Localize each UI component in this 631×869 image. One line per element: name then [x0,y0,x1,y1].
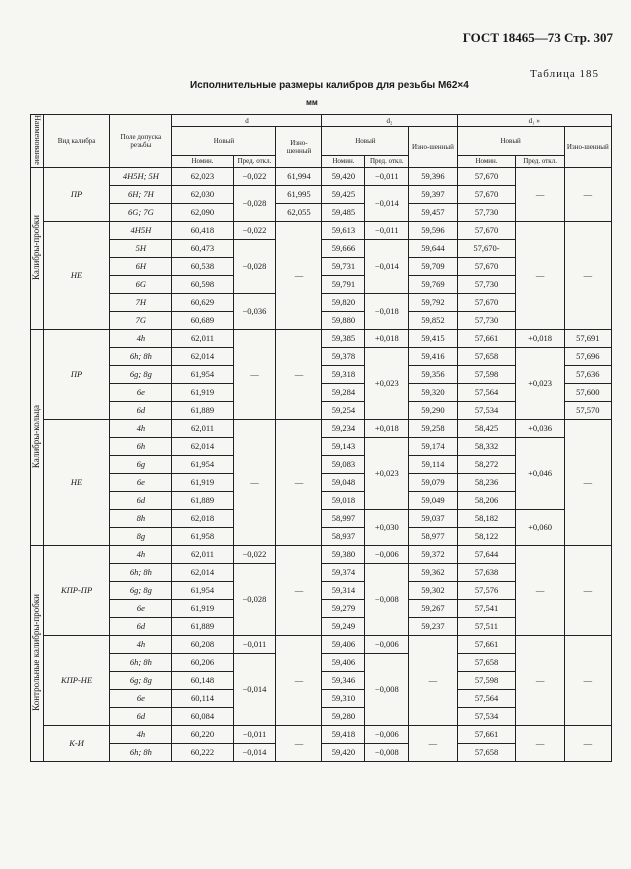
cell-d1: 57,670 [457,185,516,203]
cell-d1: 57,661 [457,635,516,653]
cell-d2: 59,048 [322,473,365,491]
cell-d1: 57,658 [457,653,516,671]
cell-d2: 59,346 [322,671,365,689]
cell-field: 7G [110,311,172,329]
table-row [31,419,612,437]
cell-d1: 57,541 [457,599,516,617]
cell-d: 62,090 [172,203,233,221]
cell-d2-dev: −0,008 [365,743,409,761]
cell-d-dev: −0,028 [233,185,276,221]
cell-d2-worn: 59,852 [409,311,457,329]
cell-field: 6G [110,275,172,293]
cell-d2-worn: 59,415 [409,329,457,347]
cell-field: 4H5H; 5H [110,167,172,185]
cell-d2-worn: 59,709 [409,257,457,275]
cell-field: 6g [110,455,172,473]
table-row [31,545,612,563]
cell-d1: 57,730 [457,203,516,221]
kind-ne: НЕ [43,221,109,329]
cell-d: 62,018 [172,509,233,527]
cell-d1: 57,644 [457,545,516,563]
cell-d-dev: −0,028 [233,239,276,293]
cell-d1-worn: 57,696 [564,347,611,365]
cell-d2: 59,378 [322,347,365,365]
cell-d1-dev: — [516,635,564,725]
cell-d1: 57,564 [457,689,516,707]
cell-d1-dev: — [516,167,564,221]
cell-d-dev: −0,014 [233,653,276,725]
col-pole: Поле допуска резьбы [110,115,172,168]
col-d-nom: Номин. [172,155,233,167]
cell-d-worn: — [276,221,322,329]
cell-d2: 59,083 [322,455,365,473]
cell-d2-worn: 59,644 [409,239,457,257]
cell-d2: 59,380 [322,545,365,563]
cell-d2: 58,937 [322,527,365,545]
col-d1-new: Новый [457,127,564,156]
cell-d1: 57,670 [457,221,516,239]
cell-d2: 59,234 [322,419,365,437]
table-row [31,509,612,527]
cell-d1: 57,534 [457,707,516,725]
cell-d2-worn: 59,049 [409,491,457,509]
cell-field: 6h; 8h [110,653,172,671]
cell-d1: 57,658 [457,743,516,761]
table-header [31,115,612,168]
cell-d: 61,889 [172,491,233,509]
cell-d: 60,114 [172,689,233,707]
cell-d2-worn: 59,792 [409,293,457,311]
cell-d1-dev: +0,036 [516,419,564,437]
cell-d1-dev: +0,018 [516,329,564,347]
kind-kprpr: КПР-ПР [43,545,109,635]
cell-d2-worn: 59,769 [409,275,457,293]
col-d2-pred: Пред. откл. [365,155,409,167]
cell-d2-worn: 59,356 [409,365,457,383]
cell-field: 4h [110,329,172,347]
cell-d2: 58,997 [322,509,365,527]
cell-d2-worn: 58,977 [409,527,457,545]
group-kontrol: Контрольные калибры-пробки [31,545,44,761]
col-d1-pred: Пред. откл. [516,155,564,167]
cell-d2-worn: 59,372 [409,545,457,563]
cell-d1: 58,425 [457,419,516,437]
cell-d-dev: −0,022 [233,221,276,239]
col-d2-new: Новый [322,127,409,156]
cell-d2: 59,279 [322,599,365,617]
cell-field: 6d [110,491,172,509]
cell-d1: 58,332 [457,437,516,455]
cell-d1: 57,661 [457,329,516,347]
col-naim: Наименование [31,115,44,168]
cell-d1: 57,564 [457,383,516,401]
cell-d2: 59,613 [322,221,365,239]
cell-d1-worn: 57,600 [564,383,611,401]
col-d1-nom: Номин. [457,155,516,167]
cell-d1-worn: — [564,419,611,545]
kind-ki: К-И [43,725,109,761]
cell-d2: 59,318 [322,365,365,383]
cell-d-dev: −0,011 [233,725,276,743]
cell-d2: 59,880 [322,311,365,329]
cell-d2-dev: −0,014 [365,239,409,293]
cell-d1-worn: 57,636 [564,365,611,383]
cell-d1-worn: 57,570 [564,401,611,419]
cell-d2: 59,666 [322,239,365,257]
cell-d: 61,954 [172,581,233,599]
cell-d1: 57,670- [457,239,516,257]
cell-d-worn: — [276,545,322,635]
cell-d: 62,014 [172,437,233,455]
cell-d1-worn: — [564,167,611,221]
cell-field: 6d [110,401,172,419]
cell-d2: 59,385 [322,329,365,347]
cell-d: 61,919 [172,473,233,491]
cell-field: 6g; 8g [110,581,172,599]
cell-d: 60,418 [172,221,233,239]
cell-d: 61,954 [172,365,233,383]
cell-d2-dev: −0,011 [365,221,409,239]
cell-field: 6g; 8g [110,365,172,383]
cell-d: 62,011 [172,545,233,563]
table-row [31,437,612,455]
cell-d2-worn: — [409,635,457,725]
table-row [31,635,612,653]
cell-d2: 59,791 [322,275,365,293]
cell-d2: 59,018 [322,491,365,509]
col-d: d [172,115,322,127]
cell-d2-dev: −0,006 [365,545,409,563]
cell-field: 6h; 8h [110,743,172,761]
cell-field: 6h [110,437,172,455]
cell-field: 4h [110,635,172,653]
cell-d1: 57,576 [457,581,516,599]
cell-d2-dev: +0,030 [365,509,409,545]
cell-d: 60,084 [172,707,233,725]
cell-d: 60,629 [172,293,233,311]
cell-d2-worn: 59,362 [409,563,457,581]
cell-d: 62,023 [172,167,233,185]
cell-d2-worn: 59,397 [409,185,457,203]
cell-d1: 58,236 [457,473,516,491]
cell-field: 4h [110,725,172,743]
cell-d2-dev: −0,008 [365,563,409,635]
cell-d2: 59,820 [322,293,365,311]
cell-d2-worn: 59,037 [409,509,457,527]
cell-d: 60,689 [172,311,233,329]
cell-d2-worn: 59,596 [409,221,457,239]
cell-d: 62,014 [172,347,233,365]
cell-d: 60,222 [172,743,233,761]
cell-d2: 59,254 [322,401,365,419]
cell-d2: 59,406 [322,653,365,671]
table-row [31,347,612,365]
cell-d1: 57,661 [457,725,516,743]
cell-d2: 59,280 [322,707,365,725]
cell-d1: 57,638 [457,563,516,581]
cell-d1-dev: +0,046 [516,437,564,509]
cell-d2: 59,485 [322,203,365,221]
table-title: Исполнительные размеры калибров для резьбы М62×4 [190,80,469,91]
cell-d2: 59,420 [322,167,365,185]
cell-field: 6H; 7H [110,185,172,203]
cell-d-worn: 61,994 [276,167,322,185]
col-d-new: Новый [172,127,276,156]
cell-d2-dev: −0,018 [365,293,409,329]
col-d2: d₂ [322,115,457,127]
cell-d1: 57,598 [457,671,516,689]
unit-label: мм [306,98,318,107]
cell-d2: 59,314 [322,581,365,599]
cell-d: 62,011 [172,329,233,347]
cell-d2-dev: +0,023 [365,437,409,509]
cell-d: 61,919 [172,599,233,617]
cell-d-dev: −0,028 [233,563,276,635]
cell-d2-worn: 59,258 [409,419,457,437]
cell-d2-dev: −0,006 [365,635,409,653]
cell-d1-worn: — [564,545,611,635]
kind-pr: ПР [43,329,109,419]
cell-d2-worn: 59,290 [409,401,457,419]
cell-d2-worn: — [409,725,457,761]
cell-d2: 59,249 [322,617,365,635]
cell-field: 8g [110,527,172,545]
table-number: Таблица 185 [529,68,599,80]
cell-d: 60,208 [172,635,233,653]
cell-d: 61,889 [172,617,233,635]
group-koltsa: Калибры-кольца [31,329,44,545]
cell-d1: 58,182 [457,509,516,527]
kind-kprne: КПР-НЕ [43,635,109,725]
cell-d: 62,014 [172,563,233,581]
cell-d1: 57,670 [457,167,516,185]
cell-d2-worn: 59,302 [409,581,457,599]
cell-d2: 59,143 [322,437,365,455]
cell-d1: 57,670 [457,293,516,311]
table-row [31,725,612,743]
cell-d2: 59,284 [322,383,365,401]
cell-d2: 59,310 [322,689,365,707]
calibre-table [30,114,612,762]
cell-d-dev: −0,036 [233,293,276,329]
cell-d2-dev: −0,011 [365,167,409,185]
cell-field: 6H [110,257,172,275]
cell-d1-worn: — [564,221,611,329]
cell-d-worn: — [276,725,322,761]
table-row [31,221,612,239]
col-d1: d₁ » [457,115,611,127]
cell-field: 6d [110,617,172,635]
cell-d-worn: — [276,635,322,725]
cell-field: 6G; 7G [110,203,172,221]
cell-d: 62,011 [172,419,233,437]
cell-d2-dev: +0,018 [365,329,409,347]
cell-field: 6e [110,383,172,401]
cell-d1: 57,730 [457,275,516,293]
cell-d2-worn: 59,114 [409,455,457,473]
cell-d2: 59,374 [322,563,365,581]
cell-field: 6e [110,473,172,491]
cell-d1: 57,658 [457,347,516,365]
cell-d: 61,919 [172,383,233,401]
cell-d: 60,206 [172,653,233,671]
col-d1-izn: Изно-шенный [564,127,611,168]
cell-d: 61,958 [172,527,233,545]
cell-field: 6d [110,707,172,725]
cell-d2: 59,406 [322,635,365,653]
cell-d1: 57,730 [457,311,516,329]
cell-d2-dev: +0,018 [365,419,409,437]
cell-field: 6e [110,689,172,707]
cell-field: 8h [110,509,172,527]
cell-field: 4H5H [110,221,172,239]
cell-d1: 58,206 [457,491,516,509]
cell-d1: 57,598 [457,365,516,383]
cell-d-dev: −0,022 [233,545,276,563]
cell-d2: 59,420 [322,743,365,761]
table-row [31,167,612,185]
cell-d-worn: — [276,419,322,545]
cell-d2-worn: 59,396 [409,167,457,185]
cell-d: 60,473 [172,239,233,257]
col-d-izn: Изно-шенный [276,127,322,168]
cell-d1-worn: 57,691 [564,329,611,347]
cell-d-dev: −0,022 [233,167,276,185]
cell-d2-worn: 59,320 [409,383,457,401]
cell-field: 7H [110,293,172,311]
cell-d2-worn: 59,174 [409,437,457,455]
cell-d2-dev: −0,014 [365,185,409,221]
cell-d-worn: 61,995 [276,185,322,203]
cell-d-dev: — [233,329,276,419]
cell-d2: 59,425 [322,185,365,203]
page-header: ГОСТ 18465—73 Стр. 307 [462,30,613,45]
group-probki: Калибры-пробки [31,167,44,329]
cell-d2-dev: −0,008 [365,653,409,725]
cell-field: 4h [110,545,172,563]
cell-d-dev: −0,014 [233,743,276,761]
cell-d2-dev: +0,023 [365,347,409,419]
cell-field: 6g; 8g [110,671,172,689]
kind-pr: ПР [43,167,109,221]
table-row [31,329,612,347]
cell-d: 60,538 [172,257,233,275]
cell-d: 60,598 [172,275,233,293]
cell-d2: 59,731 [322,257,365,275]
cell-d1-dev: +0,060 [516,509,564,545]
cell-d2-worn: 59,079 [409,473,457,491]
cell-d2: 59,418 [322,725,365,743]
cell-d2-dev: −0,006 [365,725,409,743]
cell-d: 61,889 [172,401,233,419]
col-d2-izn: Изно-шенный [409,127,457,168]
cell-d2-worn: 59,457 [409,203,457,221]
cell-d-worn: — [276,329,322,419]
cell-d1-dev: +0,023 [516,347,564,419]
cell-d1-dev: — [516,545,564,635]
cell-d: 60,148 [172,671,233,689]
cell-d1: 58,122 [457,527,516,545]
cell-d2-worn: 59,267 [409,599,457,617]
kind-ne: НЕ [43,419,109,545]
cell-field: 4h [110,419,172,437]
col-vid: Вид калибра [43,115,109,168]
cell-field: 6e [110,599,172,617]
cell-field: 5H [110,239,172,257]
cell-d1: 57,534 [457,401,516,419]
cell-d1: 57,670 [457,257,516,275]
cell-d-worn: 62,055 [276,203,322,221]
cell-d1-dev: — [516,221,564,329]
cell-d-dev: −0,011 [233,635,276,653]
cell-d1-worn: — [564,725,611,761]
cell-d-dev: — [233,419,276,545]
col-d-pred: Пред. откл. [233,155,276,167]
cell-d: 60,220 [172,725,233,743]
cell-d2-worn: 59,416 [409,347,457,365]
cell-d1: 57,511 [457,617,516,635]
cell-field: 6h; 8h [110,563,172,581]
cell-d2-worn: 59,237 [409,617,457,635]
cell-d1: 58,272 [457,455,516,473]
cell-d: 61,954 [172,455,233,473]
cell-d1-dev: — [516,725,564,761]
cell-field: 6h; 8h [110,347,172,365]
col-d2-nom: Номин. [322,155,365,167]
cell-d: 62,030 [172,185,233,203]
cell-d1-worn: — [564,635,611,725]
